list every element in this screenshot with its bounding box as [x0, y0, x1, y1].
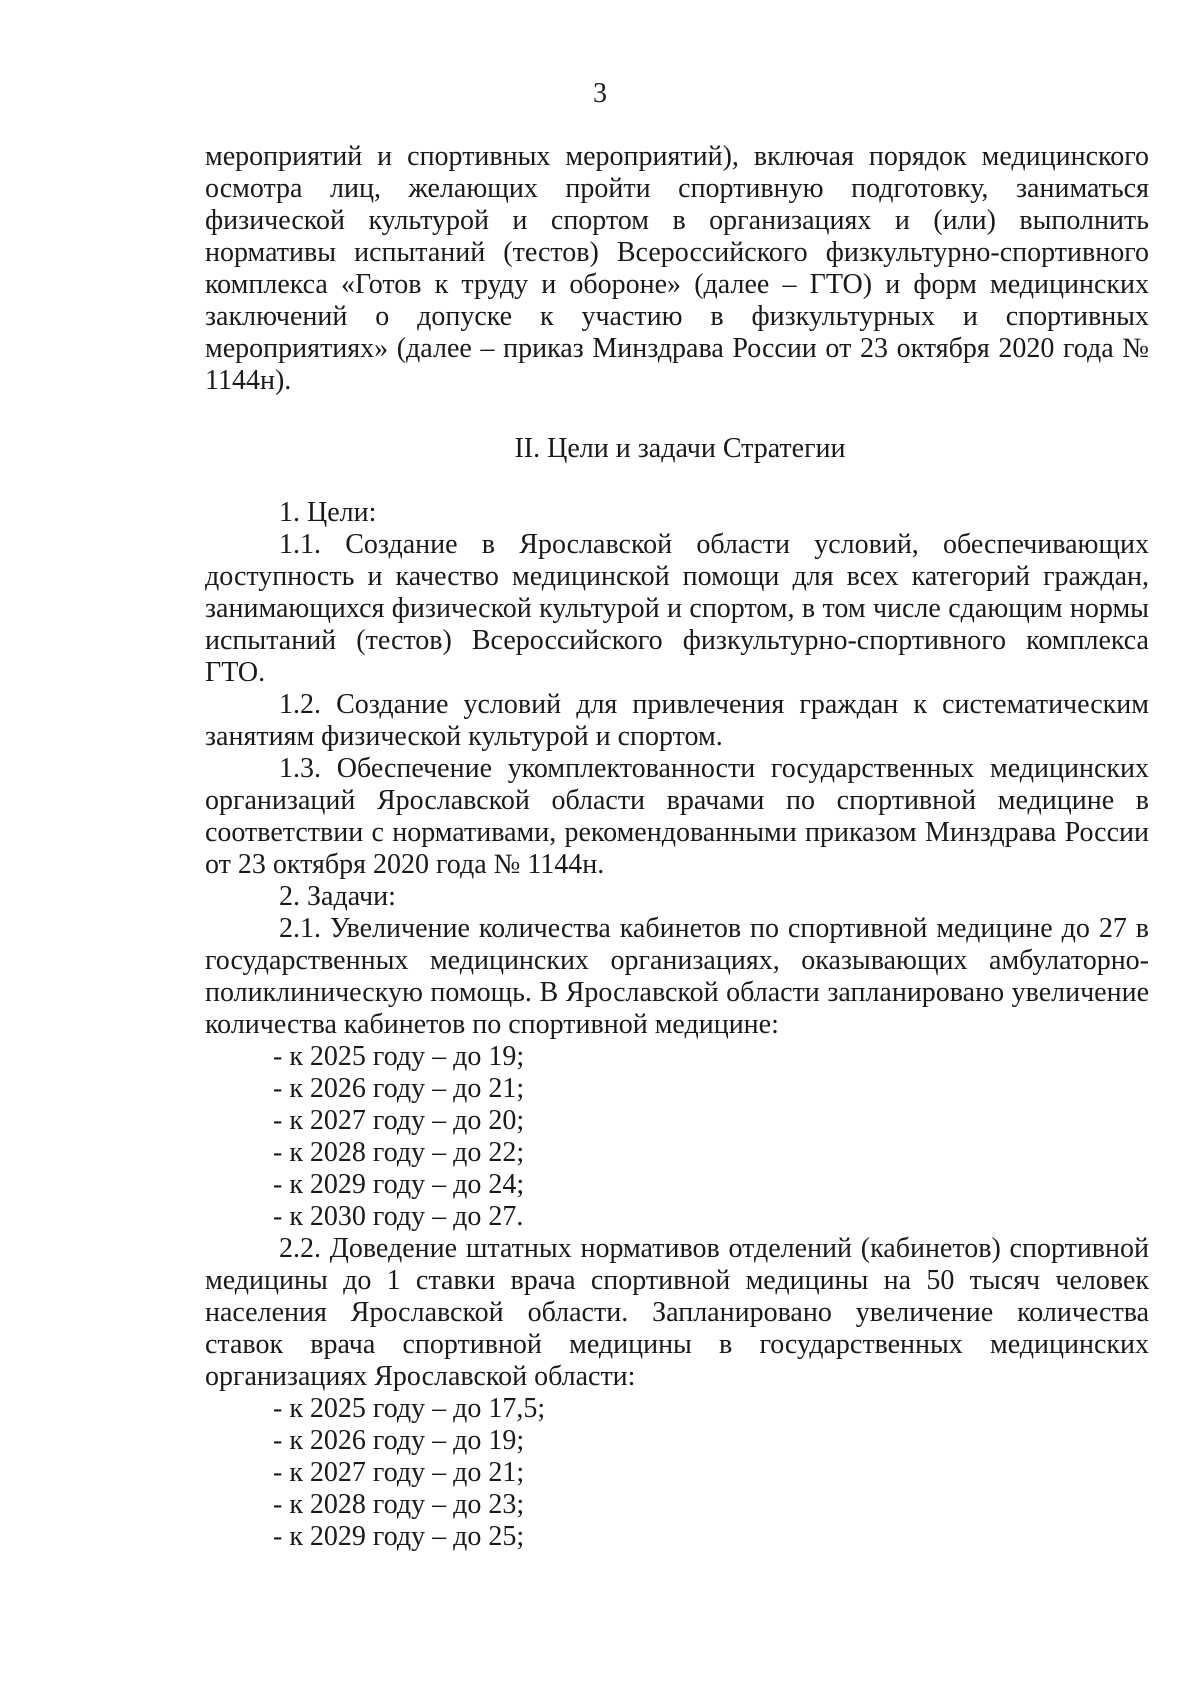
list-item: - к 2027 году – до 21; [273, 1457, 525, 1488]
list-item: - к 2026 году – до 21; [273, 1073, 525, 1104]
list-item: - к 2029 году – до 25; [273, 1521, 525, 1552]
list-item: - к 2026 году – до 19; [273, 1425, 525, 1456]
list-item: - к 2028 году – до 22; [273, 1137, 525, 1168]
page-number: 3 [593, 78, 607, 109]
list-item: - к 2027 году – до 20; [273, 1105, 525, 1136]
section-heading: II. Цели и задачи Стратегии [514, 433, 846, 464]
task-2-2-list [205, 1393, 1149, 1553]
list-item: - к 2025 году – до 19; [273, 1041, 525, 1072]
goal-1-1-paragraph: 1.1. Создание в Ярославской области условий, обеспечивающих доступность и качество медицинской помощи для всех категорий граждан, занимающихся физической культурой и спортом, в том числе сдающим нормы испытаний (тестов) Всероссийского физкультурно-спортивного комплекса ГТО. [205, 529, 1149, 688]
list-item: - к 2028 году – до 23; [273, 1489, 525, 1520]
task-2-2-paragraph: 2.2. Доведение штатных нормативов отделений (кабинетов) спортивной медицины до 1 ставки врача спортивной медицины на 50 тысяч человек населения Ярославской области. Запланировано увеличение количества ставок врача спортивной медицины в государственных медицинских организациях Ярославской области: [205, 1233, 1149, 1392]
intro-paragraph: мероприятий и спортивных мероприятий), включая порядок медицинского осмотра лиц, желающих пройти спортивную подготовку, заниматься физической культурой и спортом в организациях и (или) выполнить нормативы испытаний (тестов) Всероссийского физкультурно-спортивного комплекса «Готов к труду и обороне» (далее – ГТО) и форм медицинских заключений о допуске к участию в физкультурных и спортивных мероприятиях» (далее – приказ Минздрава России от 23 октября 2020 года № 1144н). [205, 141, 1149, 396]
list-item: - к 2025 году – до 17,5; [273, 1393, 546, 1424]
task-2-1-paragraph: 2.1. Увеличение количества кабинетов по спортивной медицине до 27 в государственных медицинских организациях, оказывающих амбулаторно-поликлиническую помощь. В Ярославской области запланировано увеличение количества кабинетов по спортивной медицине: [205, 913, 1149, 1040]
section-body [205, 497, 1149, 1553]
goal-1-2-paragraph: 1.2. Создание условий для привлечения граждан к систематическим занятиям физической культурой и спортом. [205, 689, 1149, 752]
goals-heading: 1. Цели: [279, 497, 377, 528]
list-item: - к 2030 году – до 27. [273, 1201, 524, 1232]
task-2-1-list [205, 1041, 1149, 1233]
goal-1-3-paragraph: 1.3. Обеспечение укомплектованности государственных медицинских организаций Ярославской области врачами по спортивной медицине в соответствии с нормативами, рекомендованными приказом Минздрава России от 23 октября 2020 года № 1144н. [205, 753, 1149, 880]
list-item: - к 2029 году – до 24; [273, 1169, 525, 1200]
tasks-heading: 2. Задачи: [279, 881, 396, 912]
